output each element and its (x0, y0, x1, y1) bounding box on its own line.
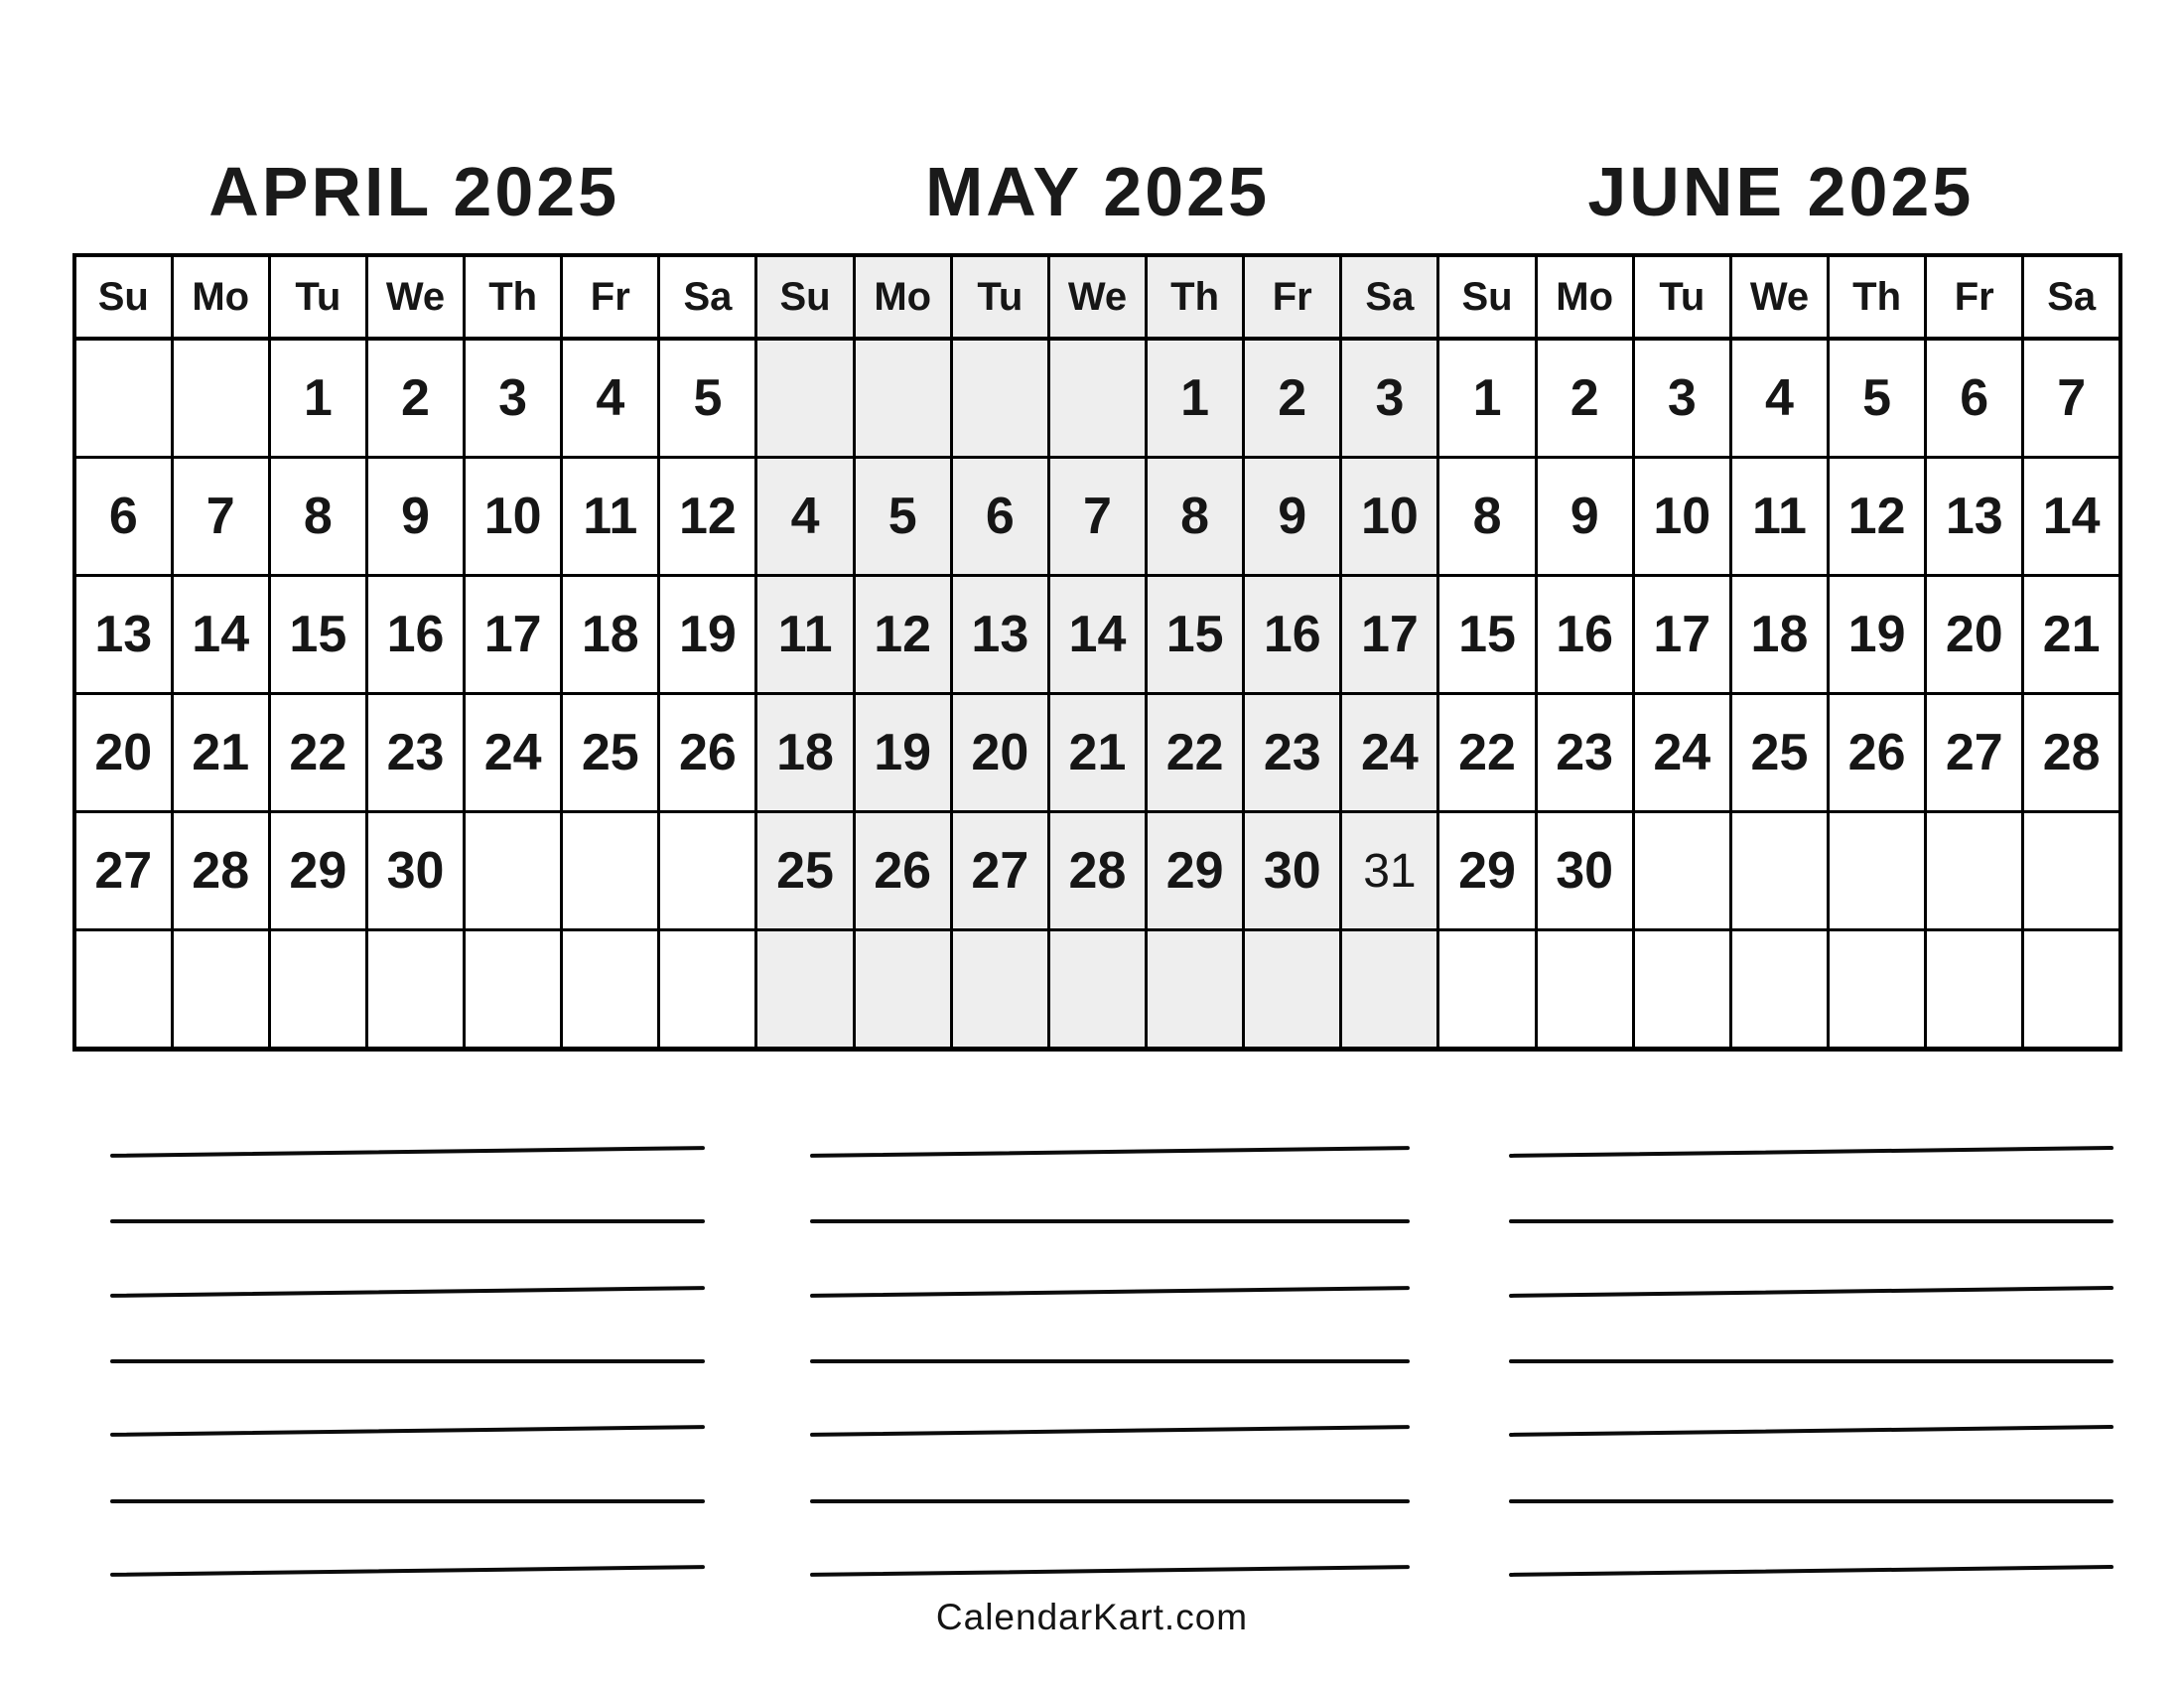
day-cell: 5 (854, 458, 951, 576)
day-cell: 2 (1536, 339, 1633, 458)
weekday-header-we: We (366, 255, 464, 339)
empty-cell (1147, 930, 1244, 1050)
day-cell: 3 (465, 339, 562, 458)
weekday-header-tu: Tu (269, 255, 366, 339)
empty-cell (172, 339, 269, 458)
empty-cell (1829, 930, 1926, 1050)
day-cell: 24 (1633, 694, 1730, 812)
weekday-header-mo: Mo (1536, 255, 1633, 339)
calendar-table (72, 253, 2122, 1052)
weekday-header-fr: Fr (562, 255, 659, 339)
empty-cell (269, 930, 366, 1050)
day-cell: 2 (1244, 339, 1341, 458)
day-cell: 5 (1829, 339, 1926, 458)
empty-cell (756, 339, 854, 458)
day-cell: 12 (1829, 458, 1926, 576)
day-cell: 22 (269, 694, 366, 812)
note-line (1509, 1219, 2114, 1223)
empty-cell (1048, 339, 1146, 458)
day-cell: 6 (951, 458, 1048, 576)
day-cell: 17 (1341, 576, 1438, 694)
day-cell: 3 (1633, 339, 1730, 458)
note-line (110, 1219, 705, 1223)
day-cell: 22 (1438, 694, 1536, 812)
note-line (810, 1425, 1410, 1437)
day-cell: 29 (1147, 812, 1244, 930)
note-line (1509, 1565, 2114, 1577)
empty-cell (366, 930, 464, 1050)
day-cell: 25 (1730, 694, 1828, 812)
empty-cell (1438, 930, 1536, 1050)
day-cell: 12 (854, 576, 951, 694)
day-cell: 19 (1829, 576, 1926, 694)
day-cell: 12 (659, 458, 756, 576)
day-cell: 4 (1730, 339, 1828, 458)
note-line (1509, 1146, 2114, 1158)
note-line (110, 1425, 705, 1437)
weekday-header-su: Su (74, 255, 172, 339)
empty-cell (854, 930, 951, 1050)
day-cell: 21 (2023, 576, 2120, 694)
day-cell: 7 (2023, 339, 2120, 458)
day-cell: 23 (1244, 694, 1341, 812)
weekday-header-mo: Mo (172, 255, 269, 339)
day-cell: 5 (659, 339, 756, 458)
weekday-header-tu: Tu (1633, 255, 1730, 339)
day-cell: 13 (1926, 458, 2023, 576)
day-cell: 18 (756, 694, 854, 812)
empty-cell (1730, 812, 1828, 930)
day-cell: 29 (269, 812, 366, 930)
day-cell: 4 (562, 339, 659, 458)
empty-cell (1829, 812, 1926, 930)
day-cell: 20 (951, 694, 1048, 812)
day-cell: 14 (1048, 576, 1146, 694)
empty-cell (74, 339, 172, 458)
day-cell: 7 (172, 458, 269, 576)
note-line (810, 1359, 1410, 1363)
day-cell: 6 (74, 458, 172, 576)
day-cell: 30 (366, 812, 464, 930)
note-line (110, 1565, 705, 1577)
day-cell: 16 (1244, 576, 1341, 694)
empty-cell (659, 930, 756, 1050)
weekday-header-th: Th (465, 255, 562, 339)
empty-cell (756, 930, 854, 1050)
day-cell: 22 (1147, 694, 1244, 812)
calendar-grid (72, 253, 2122, 1052)
day-cell: 24 (1341, 694, 1438, 812)
day-cell: 9 (1536, 458, 1633, 576)
note-line (810, 1286, 1410, 1298)
day-cell: 11 (562, 458, 659, 576)
day-cell: 4 (756, 458, 854, 576)
day-cell: 11 (756, 576, 854, 694)
note-line (810, 1146, 1410, 1158)
note-line (1509, 1425, 2114, 1437)
weekday-header-fr: Fr (1926, 255, 2023, 339)
day-cell: 1 (1147, 339, 1244, 458)
day-cell: 27 (951, 812, 1048, 930)
day-cell: 1 (1438, 339, 1536, 458)
day-cell: 28 (2023, 694, 2120, 812)
day-cell: 30 (1244, 812, 1341, 930)
empty-cell (1244, 930, 1341, 1050)
weekday-header-th: Th (1147, 255, 1244, 339)
note-line (110, 1286, 705, 1298)
empty-cell (951, 339, 1048, 458)
empty-cell (2023, 930, 2120, 1050)
day-cell: 14 (2023, 458, 2120, 576)
day-cell: 26 (659, 694, 756, 812)
month-title-may: MAY 2025 (924, 153, 1271, 230)
day-cell: 10 (465, 458, 562, 576)
day-cell: 3 (1341, 339, 1438, 458)
day-cell: 6 (1926, 339, 2023, 458)
empty-cell (1048, 930, 1146, 1050)
empty-cell (562, 812, 659, 930)
day-cell: 15 (1147, 576, 1244, 694)
day-cell: 23 (366, 694, 464, 812)
day-cell: 29 (1438, 812, 1536, 930)
day-cell: 26 (854, 812, 951, 930)
empty-cell (465, 930, 562, 1050)
empty-cell (562, 930, 659, 1050)
day-cell: 17 (1633, 576, 1730, 694)
empty-cell (854, 339, 951, 458)
day-cell: 30 (1536, 812, 1633, 930)
empty-cell (951, 930, 1048, 1050)
day-cell: 20 (1926, 576, 2023, 694)
day-cell: 28 (172, 812, 269, 930)
day-cell: 21 (172, 694, 269, 812)
day-cell: 18 (562, 576, 659, 694)
day-cell: 14 (172, 576, 269, 694)
day-cell: 31 (1341, 812, 1438, 930)
empty-cell (1633, 812, 1730, 930)
note-line (810, 1499, 1410, 1503)
day-cell: 15 (1438, 576, 1536, 694)
day-cell: 19 (659, 576, 756, 694)
day-cell: 9 (1244, 458, 1341, 576)
day-cell: 13 (74, 576, 172, 694)
day-cell: 7 (1048, 458, 1146, 576)
day-cell: 1 (269, 339, 366, 458)
note-line (110, 1359, 705, 1363)
day-cell: 16 (366, 576, 464, 694)
day-cell: 16 (1536, 576, 1633, 694)
weekday-header-su: Su (756, 255, 854, 339)
day-cell: 18 (1730, 576, 1828, 694)
day-cell: 15 (269, 576, 366, 694)
empty-cell (659, 812, 756, 930)
empty-cell (74, 930, 172, 1050)
empty-cell (1633, 930, 1730, 1050)
empty-cell (1730, 930, 1828, 1050)
day-cell: 9 (366, 458, 464, 576)
footer-text: CalendarKart.com (935, 1597, 1249, 1637)
day-cell: 19 (854, 694, 951, 812)
note-line (110, 1146, 705, 1158)
day-cell: 10 (1633, 458, 1730, 576)
weekday-header-mo: Mo (854, 255, 951, 339)
day-cell: 8 (269, 458, 366, 576)
note-line (1509, 1499, 2114, 1503)
day-cell: 11 (1730, 458, 1828, 576)
month-title-june: JUNE 2025 (1587, 153, 1975, 230)
month-titles (72, 153, 2122, 230)
day-cell: 17 (465, 576, 562, 694)
note-line (1509, 1359, 2114, 1363)
note-line (1509, 1286, 2114, 1298)
empty-cell (1926, 812, 2023, 930)
weekday-header-sa: Sa (659, 255, 756, 339)
empty-cell (1536, 930, 1633, 1050)
empty-cell (2023, 812, 2120, 930)
weekday-header-we: We (1048, 255, 1146, 339)
day-cell: 28 (1048, 812, 1146, 930)
day-cell: 23 (1536, 694, 1633, 812)
weekday-header-sa: Sa (2023, 255, 2120, 339)
day-cell: 26 (1829, 694, 1926, 812)
empty-cell (1926, 930, 2023, 1050)
day-cell: 20 (74, 694, 172, 812)
day-cell: 13 (951, 576, 1048, 694)
day-cell: 21 (1048, 694, 1146, 812)
day-cell: 8 (1438, 458, 1536, 576)
empty-cell (172, 930, 269, 1050)
weekday-header-su: Su (1438, 255, 1536, 339)
month-title-april: APRIL 2025 (208, 153, 620, 230)
day-cell: 27 (74, 812, 172, 930)
day-cell: 24 (465, 694, 562, 812)
day-cell: 8 (1147, 458, 1244, 576)
empty-cell (1341, 930, 1438, 1050)
day-cell: 25 (562, 694, 659, 812)
weekday-header-fr: Fr (1244, 255, 1341, 339)
weekday-header-sa: Sa (1341, 255, 1438, 339)
note-line (810, 1219, 1410, 1223)
day-cell: 25 (756, 812, 854, 930)
weekday-header-we: We (1730, 255, 1828, 339)
empty-cell (465, 812, 562, 930)
day-cell: 2 (366, 339, 464, 458)
note-line (810, 1565, 1410, 1577)
note-line (110, 1499, 705, 1503)
weekday-header-th: Th (1829, 255, 1926, 339)
day-cell: 27 (1926, 694, 2023, 812)
weekday-header-tu: Tu (951, 255, 1048, 339)
day-cell: 10 (1341, 458, 1438, 576)
